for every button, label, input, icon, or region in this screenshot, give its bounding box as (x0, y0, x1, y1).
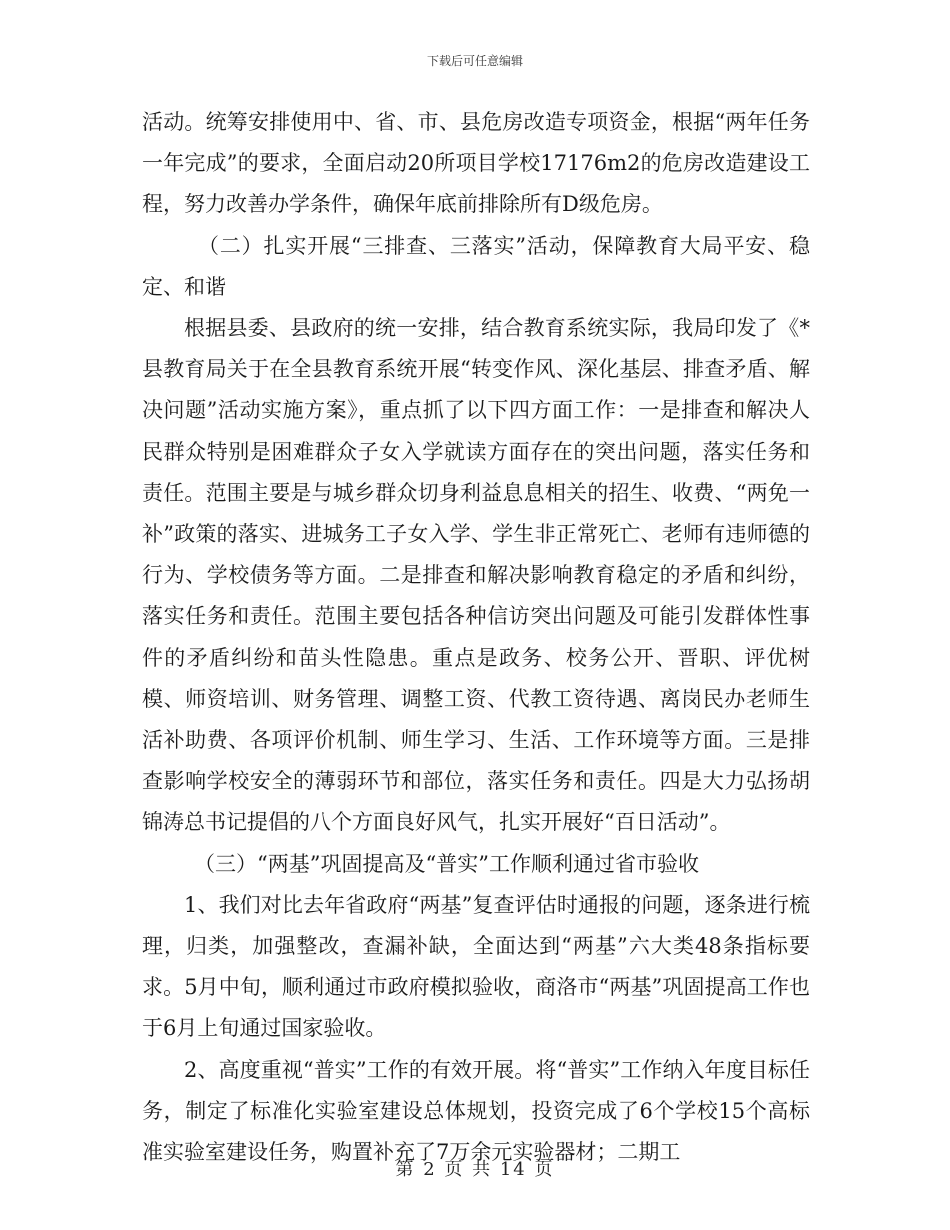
paragraph-continuation: 活动。统筹安排使用中、省、市、县危房改造专项资金，根据“两年任务一年完成”的要求，全面启动20所项目学校17176m2的危房改造建设工程，努力改善办学条件，确保年底前排除所有D级危房。 (142, 110, 810, 217)
paragraph-two-basics: 1、我们对比去年省政府“两基”复查评估时通报的问题，逐条进行梳理，归类，加强整改，查漏补缺，全面达到“两基”六大类48条指标要求。5月中旬，顺利通过市政府模拟验收，商洛市“两基”巩固提高工作也于6月上旬通过国家验收。 (142, 892, 810, 1041)
document-body (142, 102, 810, 1173)
paragraph-three-checks: 根据县委、县政府的统一安排，结合教育系统实际，我局印发了《*县教育局关于在全县教育系统开展“转变作风、深化基层、排查矛盾、解决问题”活动实施方案》，重点抓了以下四方面工作：一是排查和解决人民群众特别是困难群众子女入学就读方面存在的突出问题，落实任务和责任。范围主要是与城乡群众切身利益息息相关的招生、收费、“两免一补”政策的落实、进城务工子女入学、学生非正常死亡、老师有违师德的行为、学校债务等方面。二是排查和解决影响教育稳定的矛盾和纠纷，落实任务和责任。范围主要包括各种信访突出问题及可能引发群体性事件的矛盾纠纷和苗头性隐患。重点是政务、校务公开、晋职、评优树模、师资培训、财务管理、调整工资、代教工资待遇、离岗民办老师生活补助费、各项评价机制、师生学习、生活、工作环境等方面。三是排查影响学校安全的薄弱环节和部位，落实任务和责任。四是大力弘扬胡锦涛总书记提倡的八个方面良好风气，扎实开展好“百日活动”。 (142, 316, 810, 835)
section-heading-3: （三）“两基”巩固提高及“普实”工作顺利通过省市验收 (194, 851, 699, 876)
section-heading-2: （二）扎实开展“三排查、三落实”活动，保障教育大局平安、稳定、和谐 (142, 233, 810, 299)
paragraph-experiment-work: 2、高度重视“普实”工作的有效开展。将“普实”工作纳入年度目标任务，制定了标准化实验室建设总体规划，投资完成了6个学校15个高标准实验室建设任务，购置补充了7万余元实验器材；二期工 (142, 1057, 810, 1165)
page-number: 第 2 页 共 14 页 (395, 1159, 555, 1180)
page-header-note: 下载后可任意编辑 (426, 54, 523, 68)
